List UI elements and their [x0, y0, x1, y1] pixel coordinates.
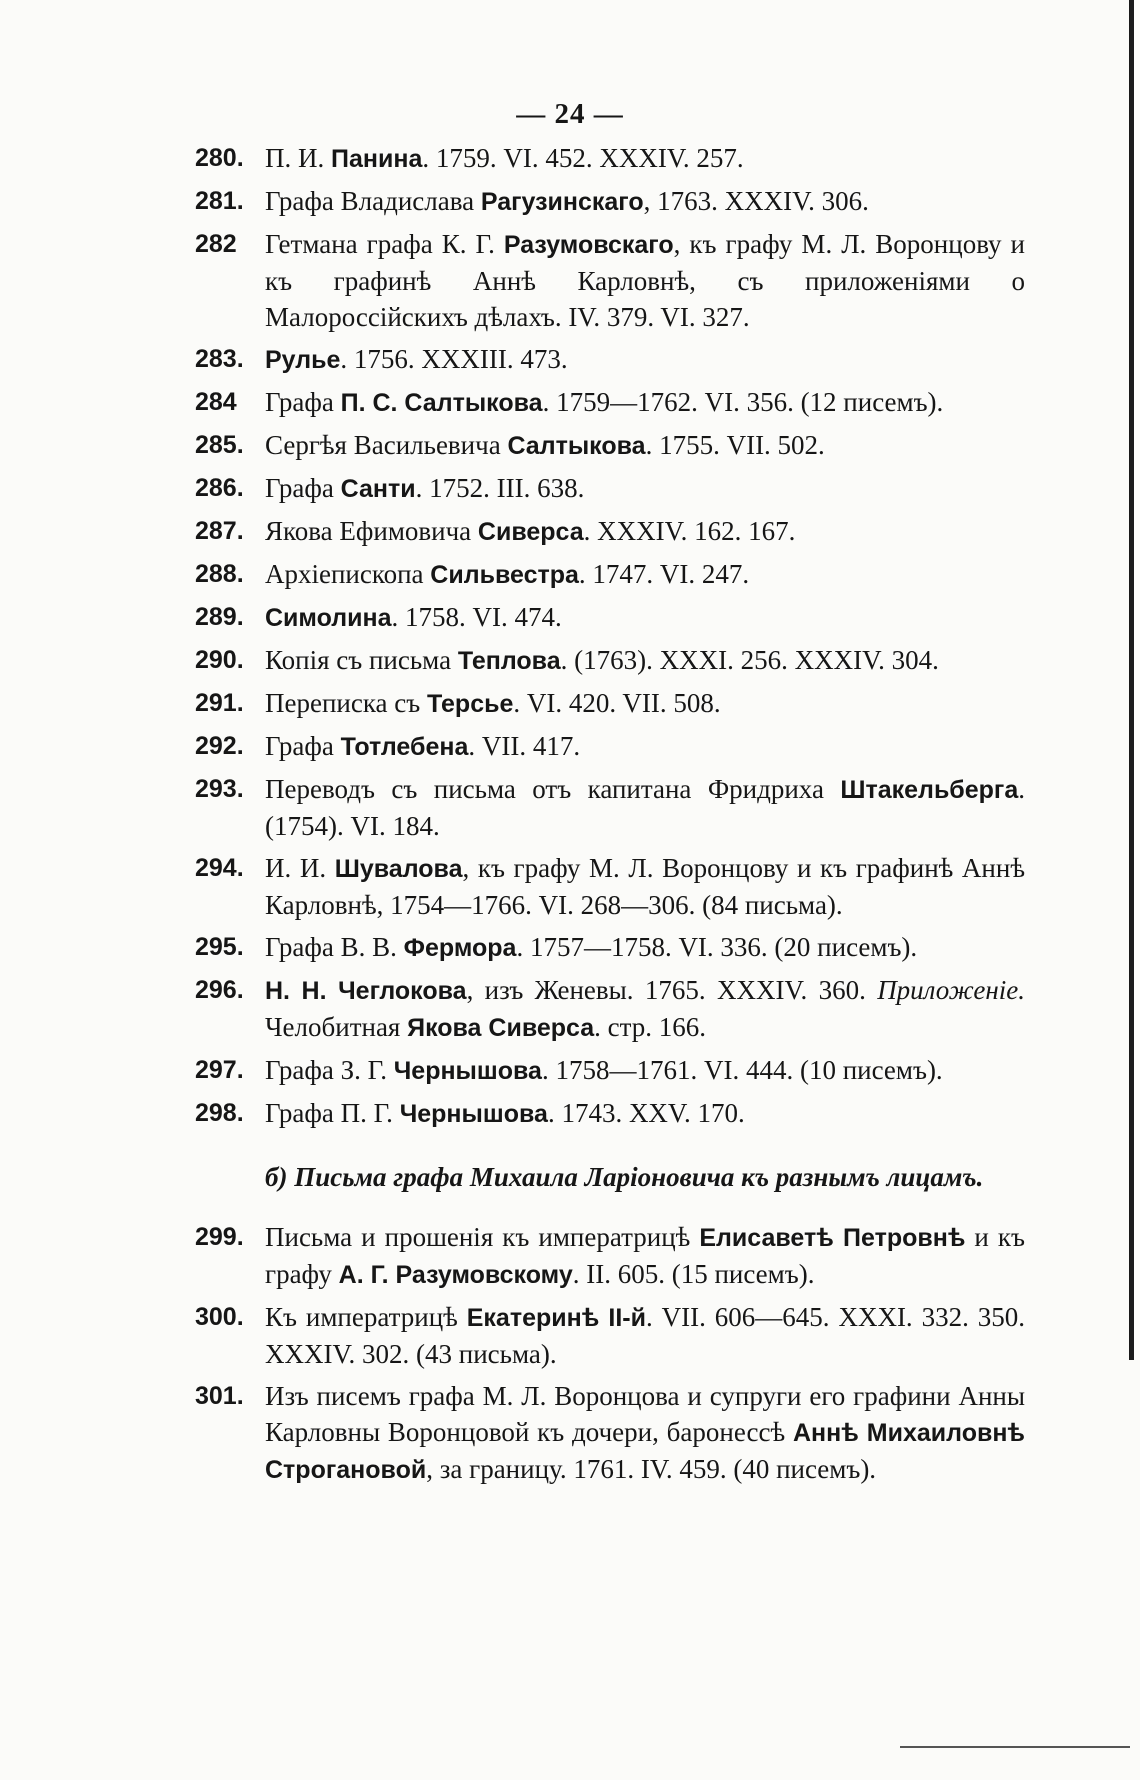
entry-text-run: Письма и прошенія къ императрицѣ: [265, 1222, 700, 1252]
entry-number: 286.: [195, 474, 244, 502]
entry-name-bold: Н. Н. Чеглокова: [265, 977, 467, 1005]
entry-text: [265, 186, 869, 216]
entry-name-bold: Сильвестра: [430, 561, 579, 589]
entry-text-run: . 1743. XXV. 170.: [547, 1098, 745, 1128]
entry-number: 283.: [195, 345, 244, 373]
entry-item: [195, 599, 1025, 636]
entry-text-run: Архіепископа: [265, 559, 431, 589]
entry-number: 280.: [195, 144, 244, 172]
entry-item: [195, 1299, 1025, 1372]
entry-text-run: Графа: [265, 731, 341, 761]
entry-text: [265, 688, 721, 718]
entry-name-bold: А. Г. Разумовскому: [338, 1261, 573, 1289]
entry-text-run: . 1755. VII. 502.: [645, 430, 825, 460]
entry-text: [265, 516, 795, 546]
entry-name-bold: Санти: [340, 475, 416, 503]
entry-text: [265, 1302, 1025, 1369]
entry-number: 289.: [195, 603, 244, 631]
entry-item: [195, 1052, 1025, 1089]
entry-name-bold: Салтыкова: [507, 432, 646, 460]
entry-text: [265, 853, 1025, 920]
entry-text-run: Графа: [265, 387, 341, 417]
entry-item: [195, 929, 1025, 966]
entry-text-run: П. И.: [265, 143, 331, 173]
entry-text-run: Челобитная: [265, 1012, 408, 1042]
entry-text-run: Графа В. В.: [265, 932, 404, 962]
entry-name-bold: Чернышова: [393, 1057, 542, 1085]
entry-text-run: . 1747. VI. 247.: [578, 559, 750, 589]
section-heading-b: б) Письма графа Михаила Ларіоновича къ разнымъ лицамъ.: [265, 1162, 984, 1192]
entry-text-run: . стр. 166.: [594, 1012, 707, 1042]
entry-text: [265, 602, 562, 632]
entry-text-run: , 1763. XXXIV. 306.: [643, 186, 869, 216]
entry-number: 284: [195, 388, 237, 416]
letters-list-a: [195, 140, 1025, 1132]
entry-name-bold: Елисаветѣ Петровнѣ: [699, 1224, 966, 1252]
entry-item: [195, 1095, 1025, 1132]
entry-text-run: Копія съ письма: [265, 645, 458, 675]
entry-text-run: . 1759. VI. 452. XXXIV. 257.: [422, 143, 744, 173]
entry-number: 296.: [195, 976, 244, 1004]
entry-number: 282: [195, 230, 237, 258]
entry-text-run: . (1763). XXXI. 256. XXXIV. 304.: [560, 645, 939, 675]
entry-text: [265, 932, 917, 962]
page-number: — 24 —: [516, 98, 624, 130]
entry-item: [195, 470, 1025, 507]
entry-name-bold: Аннѣ Михаиловнѣ Строгановой: [265, 1419, 1025, 1484]
entry-name-bold: Панина: [331, 145, 423, 173]
entry-name-bold: Екатеринѣ II-й: [466, 1304, 646, 1332]
entry-text-run: , за границу. 1761. IV. 459. (40 писемъ).: [426, 1454, 877, 1484]
entry-number: 299.: [195, 1223, 244, 1251]
entry-name-bold: Фермора: [403, 934, 517, 962]
entry-name-bold: Тотлебена: [340, 733, 469, 761]
entry-text-run: , къ графу М. Л. Воронцову и къ графинѣ Аннѣ Карловнѣ, съ приложеніями о Малороссійскихъ дѣлахъ. IV. 379. VI. 327.: [265, 229, 1025, 332]
entry-name-bold: Терсье: [427, 690, 514, 718]
entry-text-run: и къ графу: [265, 1222, 1025, 1289]
entry-name-bold: Теплова: [457, 647, 561, 675]
entry-number: 281.: [195, 187, 244, 215]
entry-text-run: . XXXIV. 162. 167.: [583, 516, 796, 546]
entry-text-run: . 1752. III. 638.: [415, 473, 585, 503]
entry-number: 295.: [195, 933, 244, 961]
entry-text: [265, 229, 1025, 332]
entry-text-run: . 1758—1761. VI. 444. (10 писемъ).: [541, 1055, 943, 1085]
entry-text-run: Къ императрицѣ: [265, 1302, 467, 1332]
entry-number: 294.: [195, 854, 244, 882]
entry-name-bold: П. С. Салтыкова: [340, 389, 543, 417]
entry-text-run: , изъ Женевы. 1765. XXXIV. 360.: [466, 975, 878, 1005]
entries-list: [195, 140, 1025, 1494]
entry-item: [195, 850, 1025, 923]
entry-text: [265, 1098, 745, 1128]
entry-text-run: . 1758. VI. 474.: [391, 602, 562, 632]
entry-text-run: Гетмана графа К. Г.: [265, 229, 504, 259]
entry-name-bold: Симолина: [265, 604, 392, 632]
entry-item: [195, 642, 1025, 679]
entry-text: [265, 1055, 943, 1085]
entry-number: 300.: [195, 1303, 244, 1331]
entry-text: [265, 344, 568, 374]
entry-text-run: . VII. 417.: [468, 731, 581, 761]
entry-number: 301.: [195, 1382, 244, 1410]
entry-name-bold: Чернышова: [399, 1100, 548, 1128]
entry-name-bold: Якова Сиверса: [407, 1014, 595, 1042]
entry-text: [265, 975, 1025, 1042]
entry-text: [265, 387, 943, 417]
entry-item: [195, 1378, 1025, 1488]
entry-text: [265, 1381, 1025, 1484]
entry-text: [265, 645, 939, 675]
entry-name-bold: Шувалова: [334, 855, 463, 883]
entry-number: 297.: [195, 1056, 244, 1084]
entry-text: [265, 731, 580, 761]
entry-text-run: Изъ писемъ графа М. Л. Воронцова и супруги его графини Анны Карловны Воронцовой къ дочери, баронессѣ: [265, 1381, 1025, 1447]
entry-text-run: . (1754). VI. 184.: [265, 774, 1025, 841]
entry-text-run: Графа: [265, 473, 341, 503]
entry-name-bold: Штакельберга: [840, 776, 1019, 804]
entry-text-run: Графа Владислава: [265, 186, 481, 216]
entry-item: [195, 685, 1025, 722]
entry-item: [195, 384, 1025, 421]
entry-name-bold: Рулье: [265, 346, 341, 374]
entry-number: 293.: [195, 775, 244, 803]
entry-text-run: Графа П. Г.: [265, 1098, 400, 1128]
entry-item: [195, 1219, 1025, 1293]
entry-item: [195, 341, 1025, 378]
entry-text-run: Переписка съ: [265, 688, 427, 718]
entry-text-run: , къ графу М. Л. Воронцову и къ графинѣ Аннѣ Карловнѣ, 1754—1766. VI. 268—306. (84 письма).: [265, 853, 1025, 920]
entry-item: [195, 771, 1025, 844]
entry-number: 292.: [195, 732, 244, 760]
entry-number: 288.: [195, 560, 244, 588]
page-edge-rule: [1129, 0, 1134, 1360]
entry-text: [265, 774, 1025, 841]
entry-item: [195, 427, 1025, 464]
entry-text: [265, 559, 749, 589]
entry-name-bold: Сиверса: [477, 518, 584, 546]
entry-number: 298.: [195, 1099, 244, 1127]
entry-text-run: . VI. 420. VII. 508.: [513, 688, 721, 718]
entry-text-run: Якова Ефимовича: [265, 516, 478, 546]
entry-text: [265, 473, 584, 503]
entry-item: [195, 183, 1025, 220]
entry-number: 285.: [195, 431, 244, 459]
entry-note-italic: Приложеніе.: [877, 975, 1025, 1005]
entry-name-bold: Разумовскаго: [503, 231, 674, 259]
entry-number: 291.: [195, 689, 244, 717]
entry-text-run: Переводъ съ письма отъ капитана Фридриха: [265, 774, 841, 804]
entry-text-run: . VII. 606—645. XXXI. 332. 350. XXXIV. 302. (43 письма).: [265, 1302, 1026, 1369]
entry-text: [265, 430, 825, 460]
entry-text-run: . 1756. XXXIII. 473.: [340, 344, 568, 374]
letters-list-b: [195, 1219, 1025, 1488]
entry-text: [265, 143, 744, 173]
entry-text-run: . 1757—1758. VI. 336. (20 писемъ).: [516, 932, 918, 962]
entry-number: 290.: [195, 646, 244, 674]
entry-item: [195, 556, 1025, 593]
entry-text-run: . 1759—1762. VI. 356. (12 писемъ).: [542, 387, 944, 417]
entry-item: [195, 728, 1025, 765]
entry-number: 287.: [195, 517, 244, 545]
entry-item: [195, 140, 1025, 177]
entry-text-run: Сергѣя Васильевича: [265, 430, 508, 460]
entry-text-run: И. И.: [265, 853, 335, 883]
entry-item: [195, 972, 1025, 1046]
bottom-edge-rule: [900, 1746, 1130, 1748]
entry-text-run: . II. 605. (15 писемъ).: [572, 1259, 815, 1289]
entry-text: [265, 1222, 1025, 1289]
entry-item: [195, 226, 1025, 335]
entry-name-bold: Рагузинскаго: [480, 188, 644, 216]
entry-text-run: Графа З. Г.: [265, 1055, 394, 1085]
entry-item: [195, 513, 1025, 550]
